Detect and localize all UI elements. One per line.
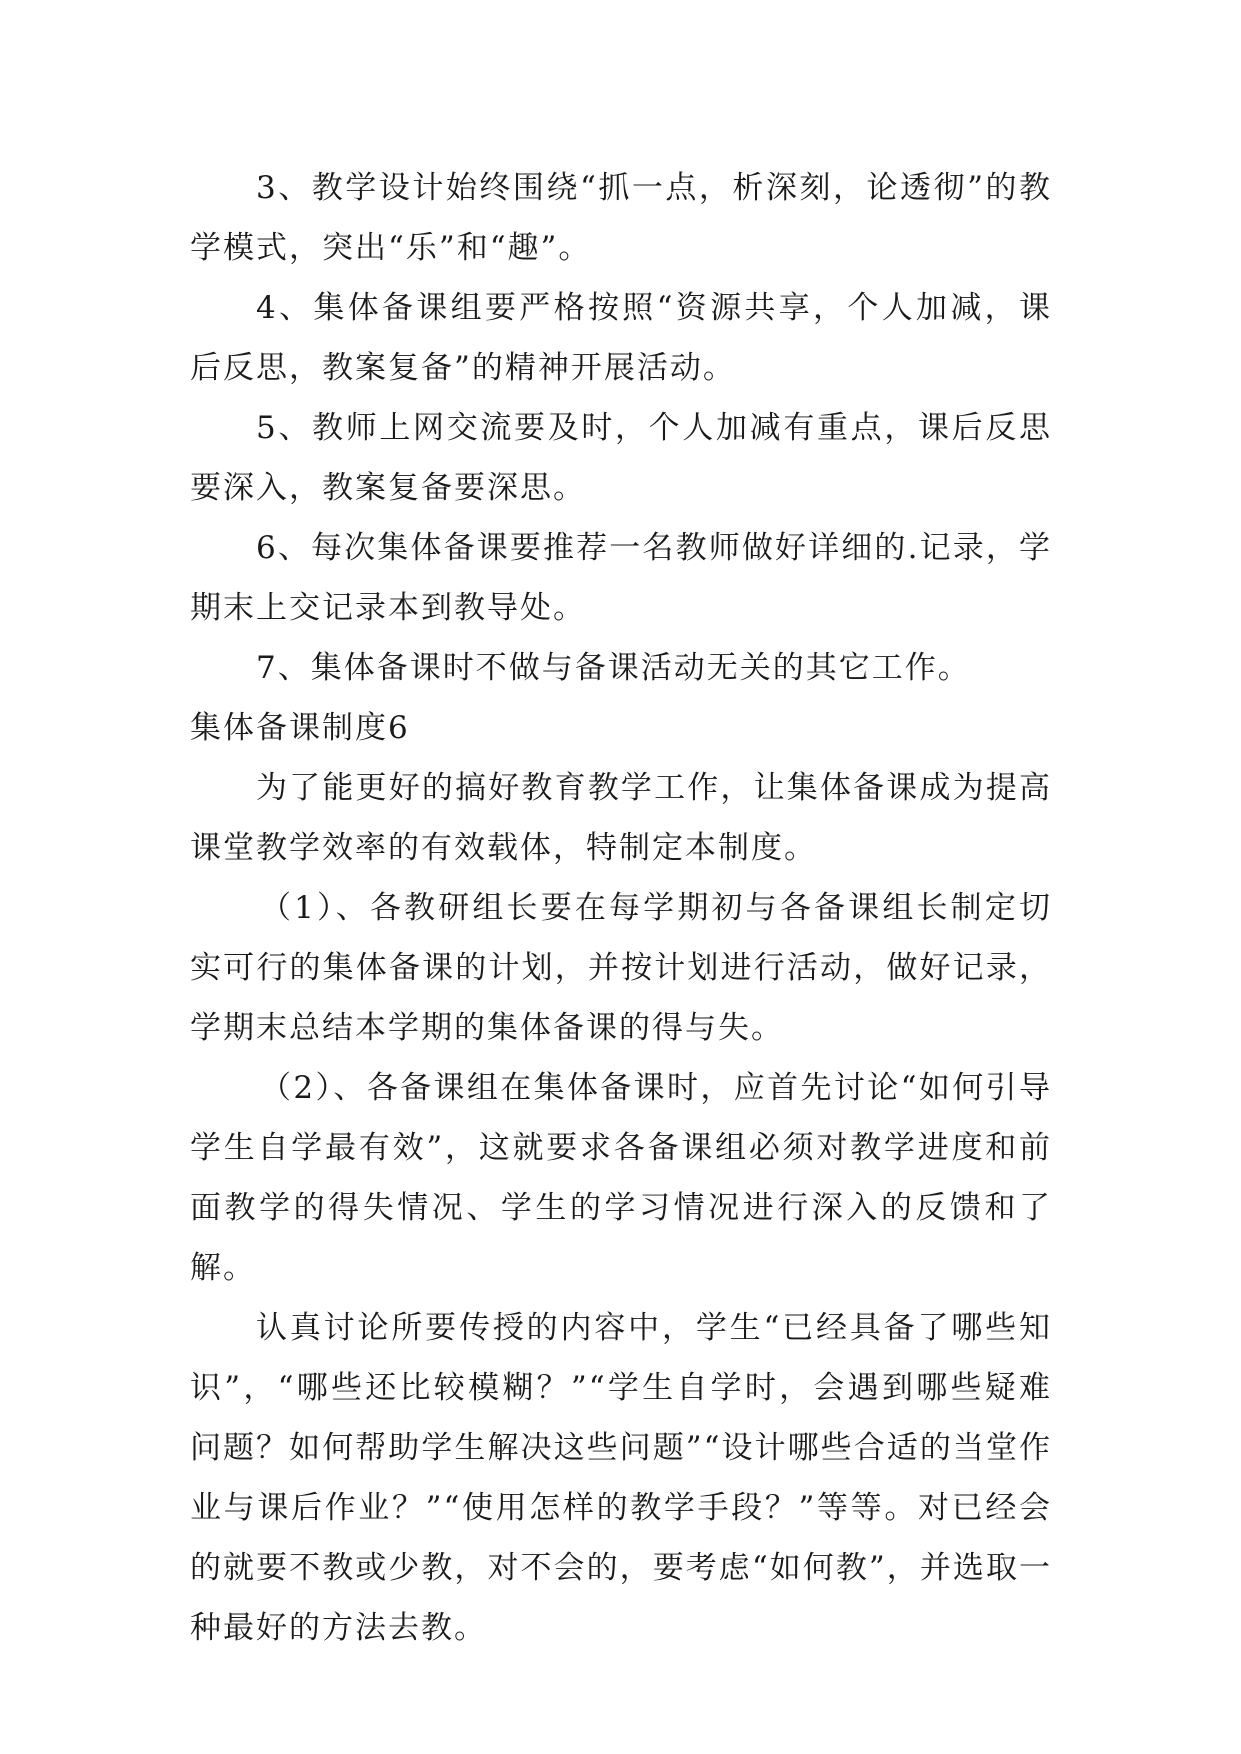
paragraph-rule-1: （1）、各教研组长要在每学期初与各备课组长制定切实可行的集体备课的计划，并按计划进行活动，做好记录，学期末总结本学期的集体备课的得与失。 xyxy=(190,890,1052,1046)
paragraph-item-6: 6、每次集体备课要推荐一名教师做好详细的.记录，学期末上交记录本到教导处。 xyxy=(190,530,1052,626)
paragraph-item-5: 5、教师上网交流要及时，个人加减有重点，课后反思要深入，教案复备要深思。 xyxy=(190,410,1052,506)
paragraph-item-3: 3、教学设计始终围绕“抓一点，析深刻，论透彻”的教学模式，突出“乐”和“趣”。 xyxy=(190,170,1052,266)
section-heading: 集体备课制度6 xyxy=(190,710,410,746)
paragraph-intro: 为了能更好的搞好教育教学工作，让集体备课成为提高课堂教学效率的有效载体，特制定本制度。 xyxy=(190,770,1052,866)
paragraph-rule-2: （2）、各备课组在集体备课时，应首先讨论“如何引导学生自学最有效”，这就要求各备课组必须对教学进度和前面教学的得失情况、学生的学习情况进行深入的反馈和了解。 xyxy=(190,1070,1052,1286)
paragraph-discussion: 认真讨论所要传授的内容中，学生“已经具备了哪些知识”，“哪些还比较模糊？”“学生自学时，会遇到哪些疑难问题？如何帮助学生解决这些问题”“设计哪些合适的当堂作业与课后作业？”“使用怎样的教学手段？”等等。对已经会的就要不教或少教，对不会的，要考虑“如何教”，并选取一种最好的方法去教。 xyxy=(190,1310,1052,1646)
paragraph-item-4: 4、集体备课组要严格按照“资源共享，个人加减，课后反思，教案复备”的精神开展活动。 xyxy=(190,290,1052,386)
paragraph-item-7: 7、集体备课时不做与备课活动无关的其它工作。 xyxy=(256,650,971,686)
document-body xyxy=(190,158,1052,1658)
